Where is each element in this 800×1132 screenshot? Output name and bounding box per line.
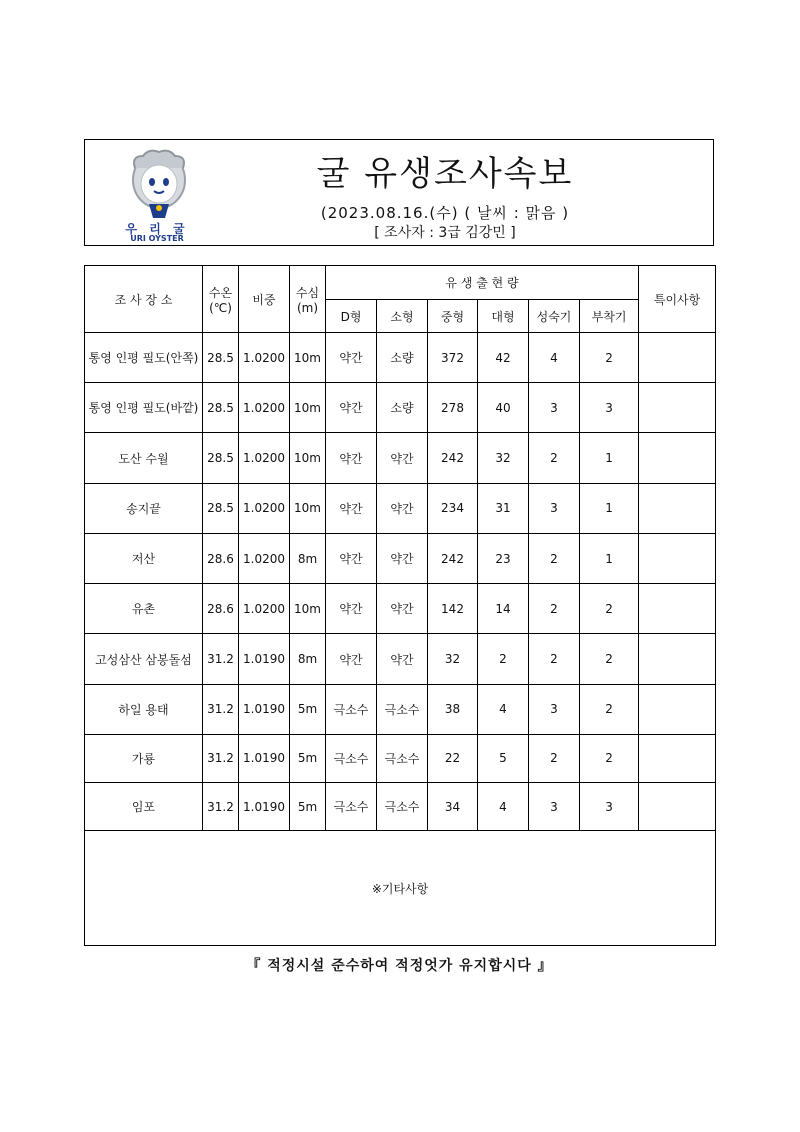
- header-medium: 중형: [428, 300, 478, 333]
- cell-depth: 5m: [290, 684, 326, 734]
- cell-location: 통영 인평 필도(바깥): [85, 383, 203, 433]
- table-row: [85, 383, 716, 433]
- cell-large: 32: [478, 433, 529, 483]
- header-larvae-count: 유 생 출 현 량: [326, 266, 639, 300]
- cell-large: 40: [478, 383, 529, 433]
- cell-depth: 8m: [290, 634, 326, 684]
- cell-medium: 278: [428, 383, 478, 433]
- cell-mature: 2: [529, 533, 580, 583]
- cell-mature: 2: [529, 584, 580, 634]
- memo-label: ※기타사항: [371, 881, 429, 896]
- cell-attached: 2: [580, 333, 639, 383]
- cell-medium: 34: [428, 783, 478, 831]
- table-row: [85, 533, 716, 583]
- header-large: 대형: [478, 300, 529, 333]
- table-row: [85, 783, 716, 831]
- cell-water-temp: 31.2: [203, 684, 239, 734]
- cell-water-temp: 31.2: [203, 634, 239, 684]
- cell-large: 4: [478, 684, 529, 734]
- cell-specific-gravity: 1.0190: [239, 734, 290, 782]
- cell-location: 고성삼산 삼봉돌섬: [85, 634, 203, 684]
- cell-specific-gravity: 1.0200: [239, 433, 290, 483]
- header-small: 소형: [377, 300, 428, 333]
- cell-small: 극소수: [377, 684, 428, 734]
- cell-note: [639, 734, 716, 782]
- cell-small: 약간: [377, 634, 428, 684]
- cell-medium: 38: [428, 684, 478, 734]
- cell-large: 4: [478, 783, 529, 831]
- cell-water-temp: 28.5: [203, 433, 239, 483]
- cell-attached: 1: [580, 533, 639, 583]
- memo-cell: [85, 831, 716, 946]
- cell-note: [639, 584, 716, 634]
- cell-specific-gravity: 1.0190: [239, 684, 290, 734]
- cell-medium: 372: [428, 333, 478, 383]
- cell-water-temp: 28.5: [203, 333, 239, 383]
- cell-note: [639, 533, 716, 583]
- cell-d-type: 약간: [326, 383, 377, 433]
- cell-location: 유촌: [85, 584, 203, 634]
- cell-d-type: 극소수: [326, 783, 377, 831]
- cell-water-temp: 28.6: [203, 533, 239, 583]
- cell-large: 42: [478, 333, 529, 383]
- cell-large: 31: [478, 483, 529, 533]
- cell-location: 하일 용태: [85, 684, 203, 734]
- cell-large: 5: [478, 734, 529, 782]
- cell-note: [639, 483, 716, 533]
- cell-medium: 242: [428, 433, 478, 483]
- cell-attached: 2: [580, 734, 639, 782]
- cell-medium: 22: [428, 734, 478, 782]
- cell-d-type: 약간: [326, 433, 377, 483]
- cell-d-type: 극소수: [326, 684, 377, 734]
- cell-depth: 10m: [290, 584, 326, 634]
- cell-specific-gravity: 1.0190: [239, 783, 290, 831]
- cell-specific-gravity: 1.0200: [239, 533, 290, 583]
- cell-location: 저산: [85, 533, 203, 583]
- cell-large: 2: [478, 634, 529, 684]
- cell-location: 임포: [85, 783, 203, 831]
- cell-mature: 3: [529, 483, 580, 533]
- cell-d-type: 극소수: [326, 734, 377, 782]
- cell-specific-gravity: 1.0200: [239, 483, 290, 533]
- cell-small: 약간: [377, 483, 428, 533]
- cell-medium: 32: [428, 634, 478, 684]
- header-mature: 성숙기: [529, 300, 580, 333]
- cell-mature: 3: [529, 684, 580, 734]
- cell-water-temp: 28.6: [203, 584, 239, 634]
- cell-attached: 3: [580, 383, 639, 433]
- cell-depth: 10m: [290, 383, 326, 433]
- cell-d-type: 약간: [326, 333, 377, 383]
- cell-note: [639, 333, 716, 383]
- header-water-temp: 수온 (℃): [203, 266, 239, 333]
- cell-location: 도산 수월: [85, 433, 203, 483]
- surveyor-line: [ 조사자 : 3급 김강민 ]: [374, 225, 516, 241]
- cell-water-temp: 31.2: [203, 734, 239, 782]
- cell-depth: 10m: [290, 433, 326, 483]
- cell-attached: 2: [580, 634, 639, 684]
- cell-small: 소량: [377, 333, 428, 383]
- header-attached: 부착기: [580, 300, 639, 333]
- footer-slogan: 『 적정시설 준수하여 적정엇가 유지합시다 』: [246, 958, 553, 974]
- cell-small: 극소수: [377, 783, 428, 831]
- cell-depth: 10m: [290, 333, 326, 383]
- table-row: [85, 634, 716, 684]
- cell-d-type: 약간: [326, 483, 377, 533]
- cell-small: 약간: [377, 584, 428, 634]
- cell-mature: 2: [529, 433, 580, 483]
- date-weather-line: (2023.08.16.(수) ( 날씨 : 맑음 ): [320, 204, 570, 222]
- cell-depth: 5m: [290, 734, 326, 782]
- cell-specific-gravity: 1.0190: [239, 634, 290, 684]
- table-row: [85, 684, 716, 734]
- cell-small: 약간: [377, 533, 428, 583]
- table-row: [85, 734, 716, 782]
- cell-depth: 10m: [290, 483, 326, 533]
- cell-attached: 1: [580, 433, 639, 483]
- cell-medium: 234: [428, 483, 478, 533]
- cell-note: [639, 634, 716, 684]
- cell-location: 송지끝: [85, 483, 203, 533]
- cell-specific-gravity: 1.0200: [239, 383, 290, 433]
- cell-mature: 2: [529, 734, 580, 782]
- cell-location: 가룡: [85, 734, 203, 782]
- cell-d-type: 약간: [326, 634, 377, 684]
- cell-medium: 142: [428, 584, 478, 634]
- cell-note: [639, 783, 716, 831]
- cell-mature: 3: [529, 383, 580, 433]
- cell-water-temp: 28.5: [203, 383, 239, 433]
- table-row: [85, 584, 716, 634]
- cell-location: 통영 인평 필도(안쪽): [85, 333, 203, 383]
- cell-mature: 4: [529, 333, 580, 383]
- cell-attached: 3: [580, 783, 639, 831]
- header-d-type: D형: [326, 300, 377, 333]
- header-notes: 특이사항: [639, 266, 716, 333]
- logo-text: 우 리 굴: [125, 222, 189, 236]
- cell-mature: 2: [529, 634, 580, 684]
- cell-attached: 2: [580, 584, 639, 634]
- cell-small: 극소수: [377, 734, 428, 782]
- cell-water-temp: 31.2: [203, 783, 239, 831]
- report-header: [84, 139, 714, 246]
- cell-large: 14: [478, 584, 529, 634]
- cell-large: 23: [478, 533, 529, 583]
- table-row: [85, 333, 716, 383]
- cell-attached: 1: [580, 483, 639, 533]
- table-row: [85, 433, 716, 483]
- header-depth: 수심 (m): [290, 266, 326, 333]
- cell-small: 약간: [377, 433, 428, 483]
- cell-attached: 2: [580, 684, 639, 734]
- larvae-survey-table: [84, 265, 716, 946]
- logo-subtext: URI OYSTER: [130, 234, 184, 243]
- cell-depth: 5m: [290, 783, 326, 831]
- cell-specific-gravity: 1.0200: [239, 584, 290, 634]
- cell-specific-gravity: 1.0200: [239, 333, 290, 383]
- page-title: 굴 유생조사속보: [316, 154, 574, 194]
- cell-medium: 242: [428, 533, 478, 583]
- header-location: 조 사 장 소: [85, 266, 203, 333]
- cell-note: [639, 684, 716, 734]
- cell-d-type: 약간: [326, 533, 377, 583]
- cell-mature: 3: [529, 783, 580, 831]
- cell-depth: 8m: [290, 533, 326, 583]
- cell-note: [639, 433, 716, 483]
- table-row: [85, 483, 716, 533]
- cell-note: [639, 383, 716, 433]
- cell-small: 소량: [377, 383, 428, 433]
- cell-water-temp: 28.5: [203, 483, 239, 533]
- header-specific-gravity: 비중: [239, 266, 290, 333]
- cell-d-type: 약간: [326, 584, 377, 634]
